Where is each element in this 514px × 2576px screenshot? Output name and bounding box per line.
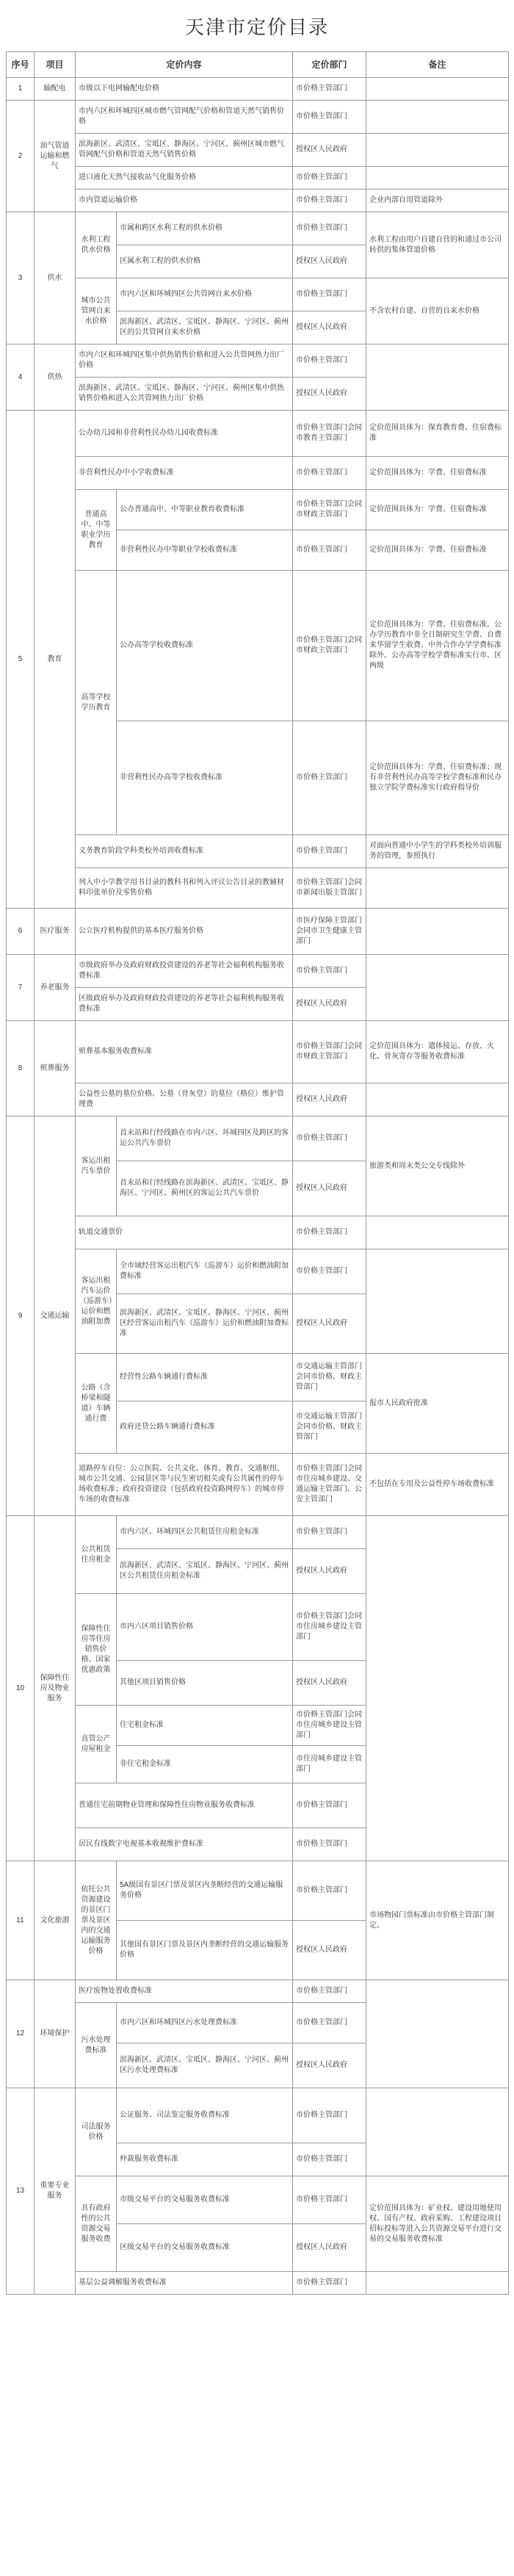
table-row <box>7 134 509 167</box>
content-cell: 首末站和行经线路在滨海新区、武清区、宝坻区、静海区、宁河区、蓟州区的客运公共汽车票价 <box>117 1161 293 1216</box>
subitem-cell: 普通高中、中等职业学历教育 <box>76 490 117 571</box>
header-row <box>7 52 509 78</box>
subitem-cell: 依托公共资源建设的景区门票及景区内的交通运输服务价格 <box>76 1861 117 1980</box>
subitem-cell: 客运出租汽车运价（巡游车）运价和燃油附加费 <box>76 1249 117 1354</box>
table-row <box>7 1861 509 1921</box>
dept-cell: 授权区人民政府 <box>293 311 366 344</box>
note-cell <box>366 955 509 1021</box>
subitem-cell: 水利工程供水价格 <box>76 212 117 278</box>
content-cell: 列入中小学教学用书目录的教科书和列入评议公告目录的教辅材料印张单价及零售价格 <box>76 868 293 909</box>
subitem-cell: 司法服务价格 <box>76 2088 117 2176</box>
note-cell: 企业内部自用管道除外 <box>366 190 509 212</box>
note-cell: 定价范围具体为：学费、住宿费标准；现有非营利性民办高等学校学费标准和民办独立学院学费标准实行政府指导价 <box>366 721 509 835</box>
item-cell: 教育 <box>35 411 76 909</box>
content-cell: 进口液化天然气接收站气化服务价格 <box>76 167 293 190</box>
content-cell: 非营利性民办中等职业学校收费标准 <box>117 530 293 571</box>
dept-cell: 市住房城乡建设主管部门 <box>293 1746 366 1783</box>
note-cell: 市场物园门票标准由市价格主管部门制定。 <box>366 1861 509 1980</box>
content-cell: 市内六区和环城四区城市燃气管网配气价格和管道天然气销售价格 <box>76 101 293 134</box>
dept-cell: 授权区人民政府 <box>293 1083 366 1116</box>
note-cell <box>366 2088 509 2176</box>
content-cell: 区级交易平台的交易服务收费标准 <box>117 2224 293 2272</box>
dept-cell: 市医疗保障主管部门会同市卫生健康主管部门 <box>293 909 366 955</box>
dept-cell: 市交通运输主管部门会同市价格、财政主管部门 <box>293 1401 366 1454</box>
table-row <box>7 78 509 101</box>
dept-cell: 市价格主管部门 <box>293 1249 366 1294</box>
subitem-cell: 公共租赁住房租金 <box>76 1516 117 1594</box>
content-cell: 公办高等学校收费标准 <box>117 571 293 721</box>
table-row <box>7 835 509 868</box>
table-row <box>7 1516 509 1549</box>
subitem-cell: 保障性住房等住房销售价格、国家优惠政策 <box>76 1594 117 1706</box>
note-cell: 旅游类和周末类公交专线除外 <box>366 1116 509 1216</box>
dept-cell: 市价格主管部门会同市财政主管部门 <box>293 1021 366 1083</box>
dept-cell: 市价格主管部门 <box>293 530 366 571</box>
content-cell: 居民有线数字电视基本收视维护费标准 <box>76 1828 293 1861</box>
dept-cell: 市价格主管部门会同市财政主管部门 <box>293 571 366 721</box>
note-cell <box>366 134 509 167</box>
note-cell <box>366 2272 509 2295</box>
item-cell: 重要专业服务 <box>35 2088 76 2295</box>
dept-cell: 授权区人民政府 <box>293 1161 366 1216</box>
note-cell <box>366 1516 509 1861</box>
seq-cell: 4 <box>7 344 35 411</box>
table-row <box>7 278 509 311</box>
content-cell: 医疗废物处置收费标准 <box>76 1980 293 2003</box>
dept-cell: 授权区人民政府 <box>293 1661 366 1706</box>
dept-cell: 市价格主管部门 <box>293 278 366 311</box>
table-row <box>7 955 509 988</box>
dept-cell: 授权区人民政府 <box>293 1294 366 1354</box>
content-cell: 市内管道运输价格 <box>76 190 293 212</box>
price-catalog-table <box>6 51 509 2295</box>
content-cell: 公办普通高中、中等职业教育收费标准 <box>117 490 293 530</box>
note-cell: 定价范围具体为：遗体接运、存放、火化、骨灰寄存等服务收费标准 <box>366 1021 509 1083</box>
content-cell: 公证服务、司法鉴定服务收费标准 <box>117 2088 293 2143</box>
subitem-cell: 直管公产房屋租金 <box>76 1706 117 1783</box>
table-row <box>7 2088 509 2143</box>
table-row <box>7 2176 509 2224</box>
dept-cell: 市价格主管部门 <box>293 78 366 101</box>
content-cell: 义务教育阶段学科类校外培训收费标准 <box>76 835 293 868</box>
table-row <box>7 490 509 530</box>
dept-cell: 市价格主管部门 <box>293 2176 366 2224</box>
header-seq: 序号 <box>7 52 35 78</box>
note-cell: 报市人民政府批准 <box>366 1354 509 1454</box>
item-cell: 供水 <box>35 212 76 344</box>
dept-cell: 市价格主管部门 <box>293 457 366 490</box>
dept-cell: 市价格主管部门 <box>293 212 366 245</box>
subitem-cell: 污水处理费标准 <box>76 2003 117 2088</box>
table-row <box>7 167 509 190</box>
table-row <box>7 1980 509 2003</box>
content-cell: 其他国有景区门票及景区内垄断经营的交通运输服务价格 <box>117 1921 293 1980</box>
seq-cell: 5 <box>7 411 35 909</box>
seq-cell: 10 <box>7 1516 35 1861</box>
dept-cell: 市价格主管部门 <box>293 2143 366 2176</box>
dept-cell: 市价格主管部门 <box>293 1116 366 1161</box>
item-cell: 输配电 <box>35 78 76 101</box>
content-cell: 基层公益调解服务收费标准 <box>76 2272 293 2295</box>
table-row <box>7 1354 509 1401</box>
content-cell: 市内六区和环城四区集中供热销售价格和进入公共管网热力出厂价格 <box>76 344 293 378</box>
content-cell: 道路停车自位：公立医院、公共文化、体育、教育、交通枢纽、城市公共交通、公园景区等与民生密切相关或有公共属性的停车场收费标准；政府投资建设（包括政府投资路网停车）的城市停车场的收费标准 <box>76 1454 293 1516</box>
dept-cell: 市价格主管部门 <box>293 167 366 190</box>
item-cell: 保障性住房及物业服务 <box>35 1516 76 1861</box>
seq-cell: 9 <box>7 1116 35 1516</box>
dept-cell: 市价格主管部门会同市财政主管部门 <box>293 490 366 530</box>
table-row <box>7 571 509 721</box>
dept-cell: 市价格主管部门会同市住房城乡建设主管部门 <box>293 1594 366 1661</box>
dept-cell: 市价格主管部门 <box>293 835 366 868</box>
seq-cell: 6 <box>7 909 35 955</box>
note-cell <box>366 1249 509 1354</box>
seq-cell: 7 <box>7 955 35 1021</box>
dept-cell: 市价格主管部门会同市新闻出版主管部门 <box>293 868 366 909</box>
dept-cell: 市价格主管部门 <box>293 2272 366 2295</box>
dept-cell: 市价格主管部门 <box>293 344 366 378</box>
item-cell: 环境保护 <box>35 1980 76 2088</box>
note-cell: 定价范围具体为：矿业权、建设用地使用权、国有产权、政府采购、工程建设项目招标投标等进入公共资源交易平台进行交易的交易服务收费标准 <box>366 2176 509 2272</box>
note-cell: 定价范围具体为：保育教育费、住宿费标准 <box>366 411 509 457</box>
dept-cell: 授权区人民政府 <box>293 245 366 278</box>
table-row <box>7 1021 509 1083</box>
content-cell: 轨道交通票价 <box>76 1216 293 1249</box>
table-row <box>7 2272 509 2295</box>
note-cell <box>366 78 509 101</box>
content-cell: 市级政府举办及政府财政投资建设的养老等社会福利机构服务收费标准 <box>76 955 293 988</box>
header-dept: 定价部门 <box>293 52 366 78</box>
note-cell: 定价范围具体为：学费、住宿费标准 <box>366 490 509 530</box>
content-cell: 市内六区和环城四区污水处理费标准 <box>117 2003 293 2043</box>
table-row <box>7 1454 509 1516</box>
note-cell: 不含农村自建、自营的自来水价格 <box>366 278 509 344</box>
dept-cell: 市价格主管部门 <box>293 1516 366 1549</box>
note-cell <box>366 868 509 909</box>
dept-cell: 授权区人民政府 <box>293 2224 366 2272</box>
note-cell <box>366 1216 509 1249</box>
content-cell: 普通住宅前期物业管理和保障性住房物业服务收费标准 <box>76 1783 293 1828</box>
note-cell: 定价范围具体为：学费、住宿费标准 <box>366 457 509 490</box>
header-note: 备注 <box>366 52 509 78</box>
table-row <box>7 101 509 134</box>
content-cell: 仲裁服务收费标准 <box>117 2143 293 2176</box>
note-cell <box>366 1083 509 1116</box>
item-cell: 交通运输 <box>35 1116 76 1516</box>
note-cell <box>366 1980 509 2088</box>
dept-cell: 市价格主管部门 <box>293 1216 366 1249</box>
dept-cell: 市价格主管部门 <box>293 190 366 212</box>
header-item: 项目 <box>35 52 76 78</box>
dept-cell: 市价格主管部门 <box>293 721 366 835</box>
dept-cell: 市交通运输主管部门会同市价格、财政主管部门 <box>293 1354 366 1401</box>
dept-cell: 市价格主管部门 <box>293 101 366 134</box>
seq-cell: 1 <box>7 78 35 101</box>
seq-cell: 13 <box>7 2088 35 2295</box>
dept-cell: 市价格主管部门 <box>293 1980 366 2003</box>
dept-cell: 市价格主管部门 <box>293 1783 366 1828</box>
item-cell: 油气管道运输和燃气 <box>35 101 76 212</box>
table-row <box>7 1249 509 1294</box>
dept-cell: 授权区人民政府 <box>293 1549 366 1594</box>
item-cell: 医疗服务 <box>35 909 76 955</box>
content-cell: 滨海新区、武清区、宝坻区、静海区、宁河区、蓟州区经营客运出租汽车（巡游车）运价和燃油附加费标准 <box>117 1294 293 1354</box>
content-cell: 经营性公路车辆通行费标准 <box>117 1354 293 1401</box>
table-row <box>7 344 509 378</box>
content-cell: 市级交易平台的交易服务收费标准 <box>117 2176 293 2224</box>
table-row <box>7 1116 509 1161</box>
table-row <box>7 1083 509 1116</box>
note-cell: 水利工程由用户自建自营的和通过市公司转供的集体管道价格 <box>366 212 509 278</box>
content-cell: 滨海新区、武清区、宝坻区、静海区、宁河区、蓟州区污水处理费标准 <box>117 2043 293 2088</box>
content-cell: 5A级国有景区门票及景区内垄断经营的交通运输服务价格 <box>117 1861 293 1921</box>
table-row <box>7 909 509 955</box>
content-cell: 滨海新区、武清区、宝坻区、静海区、宁河区、蓟州区公共租赁住房租金标准 <box>117 1549 293 1594</box>
subitem-cell: 客运出租汽车票价 <box>76 1116 117 1216</box>
subitem-cell: 城市公共管网自来水价格 <box>76 278 117 344</box>
subitem-cell: 具有政府性的公共资源交易服务收费 <box>76 2176 117 2272</box>
content-cell: 公立医疗机构提供的基本医疗服务价格 <box>76 909 293 955</box>
content-cell: 首末站和行经线路在市内六区、环城四区及跨区的客运公共汽车票价 <box>117 1116 293 1161</box>
table-row <box>7 190 509 212</box>
seq-cell: 11 <box>7 1861 35 1980</box>
dept-cell: 市价格主管部门 <box>293 1861 366 1921</box>
seq-cell: 12 <box>7 1980 35 2088</box>
content-cell: 滨海新区、武清区、宝坻区、静海区、宁河区、蓟州区的公共管网自来水价格 <box>117 311 293 344</box>
dept-cell: 市价格主管部门会同市住房城乡建设、交通运输主管部门、公安主管部门 <box>293 1454 366 1516</box>
dept-cell: 市价格主管部门会同市住房城乡建设主管部门 <box>293 1706 366 1746</box>
dept-cell: 授权区人民政府 <box>293 2043 366 2088</box>
item-cell: 殡葬服务 <box>35 1021 76 1116</box>
note-cell <box>366 167 509 190</box>
content-cell: 非营利性民办高等学校收费标准 <box>117 721 293 835</box>
table-row <box>7 411 509 457</box>
item-cell: 供热 <box>35 344 76 411</box>
content-cell: 殡葬基本服务收费标准 <box>76 1021 293 1083</box>
page-title: 天津市定价目录 <box>184 15 329 38</box>
content-cell: 其他区项目销售价格 <box>117 1661 293 1706</box>
subitem-cell: 高等学校学历教育 <box>76 571 117 835</box>
table-row <box>7 212 509 245</box>
dept-cell: 授权区人民政府 <box>293 988 366 1021</box>
content-cell: 区级政府举办及政府财政投资建设的养老等社会福利机构服务收费标准 <box>76 988 293 1021</box>
seq-cell: 3 <box>7 212 35 344</box>
note-cell: 定价范围具体为：学费、住宿费标准 <box>366 530 509 571</box>
content-cell: 滨海新区、武清区、宝坻区、静海区、宁河区、蓟州区集中供热销售价格和进入公共管网热力出厂价格 <box>76 378 293 411</box>
dept-cell: 授权区人民政府 <box>293 1921 366 1980</box>
seq-cell: 2 <box>7 101 35 212</box>
item-cell: 养老服务 <box>35 955 76 1021</box>
dept-cell: 市价格主管部门会同市教育主管部门 <box>293 411 366 457</box>
content-cell: 市内六区和环城四区公共管网自来水价格 <box>117 278 293 311</box>
content-cell: 市属和跨区水利工程的供水价格 <box>117 212 293 245</box>
note-cell <box>366 101 509 134</box>
content-cell: 区属水利工程的供水价格 <box>117 245 293 278</box>
table-row <box>7 868 509 909</box>
subitem-cell: 公路（含桥梁和隧道）车辆通行费 <box>76 1354 117 1454</box>
note-cell: 不包括在专用及公益性停车场收费标准 <box>366 1454 509 1516</box>
content-cell: 滨海新区、武清区、宝坻区、静海区、宁河区、蓟州区城市燃气管网配气价格和管道天然气销售价格 <box>76 134 293 167</box>
dept-cell: 授权区人民政府 <box>293 378 366 411</box>
content-cell: 市内六区项目销售价格 <box>117 1594 293 1661</box>
content-cell: 市级以下电网输配电价格 <box>76 78 293 101</box>
content-cell: 市内六区、环城四区公共租赁住房租金标准 <box>117 1516 293 1549</box>
content-cell: 公办幼儿园和非营利性民办幼儿园收费标准 <box>76 411 293 457</box>
item-cell: 文化旅游 <box>35 1861 76 1980</box>
content-cell: 住宅租金标准 <box>117 1706 293 1746</box>
seq-cell: 8 <box>7 1021 35 1116</box>
content-cell: 政府还贷公路车辆通行费标准 <box>117 1401 293 1454</box>
table-row <box>7 457 509 490</box>
content-cell: 全市域经营客运出租汽车（巡游车）运价和燃油附加费标准 <box>117 1249 293 1294</box>
header-content: 定价内容 <box>76 52 293 78</box>
dept-cell: 授权区人民政府 <box>293 134 366 167</box>
content-cell: 非营利性民办中小学收费标准 <box>76 457 293 490</box>
dept-cell: 市价格主管部门 <box>293 1828 366 1861</box>
table-row <box>7 1216 509 1249</box>
dept-cell: 市价格主管部门 <box>293 2088 366 2143</box>
note-cell: 定价范围具体为：学费、住宿费标准。公办学历教育中非全日制研究生学费、自费来华留学生收费、中外合作办学学费标准除外。公办高等学校学费标准实行市、区两级 <box>366 571 509 721</box>
note-cell: 对面向普通中小学生的学科类校外培训服务的管理，参照执行 <box>366 835 509 868</box>
note-cell <box>366 344 509 411</box>
dept-cell: 市价格主管部门 <box>293 2003 366 2043</box>
content-cell: 非住宅租金标准 <box>117 1746 293 1783</box>
dept-cell: 市价格主管部门 <box>293 955 366 988</box>
content-cell: 公益性公墓的墓位价格、公墓（骨灰堂）的墓位（格位）维护管理费 <box>76 1083 293 1116</box>
note-cell <box>366 909 509 955</box>
